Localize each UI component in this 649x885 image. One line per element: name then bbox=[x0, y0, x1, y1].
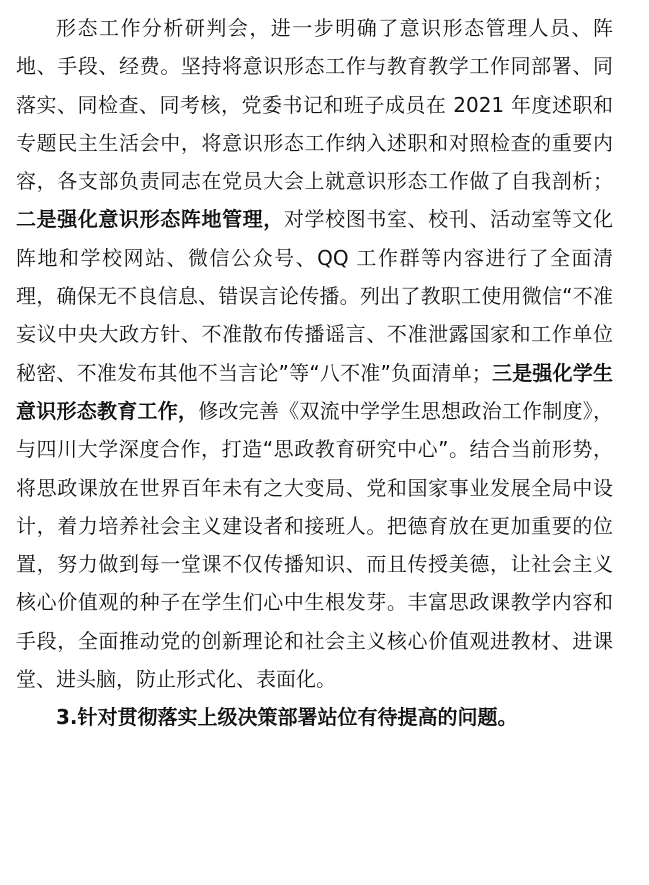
paragraph-text-part2: 对学校图书室、校刊、活动室等文化阵地和学校网站、微信公众号、QQ 工作群等内容进行了全面清理，确保无不良信息、错误言论传播。列出了教职工使用微信“不准妄议中央大政方针、不准散布传播谣言、不准泄露国家和工作单位秘密、不准发布其他不当言论”等“八不准”负面清单； bbox=[16, 207, 614, 385]
bold-point-three: 三是强化学生意识形态教育工作， bbox=[16, 360, 613, 423]
paragraph-text-part1: 形态工作分析研判会，进一步明确了意识形态管理人员、阵地、手段、经费。坚持将意识形态工作与教育教学工作同部署、同落实、同检查、同考核，党委书记和班子成员在 2021 年度述职和专题民主生活会中，将意识形态工作纳入述职和对照检查的重要内容，各支部负责同志在党员大会上就意识形态工作做了自我剖析； bbox=[16, 16, 613, 194]
section-heading: 3.针对贯彻落实上级决策部署站位有待提高的问题。 bbox=[56, 705, 518, 730]
paragraph-text-part3: 修改完善《双流中学学生思想政治工作制度》，与四川大学深度合作，打造“思政教育研究中心”。结合当前形势，将思政课放在世界百年未有之大变局、党和国家事业发展全局中设计，着力培养社会主义建设者和接班人。把德育放在更加重要的位置，努力做到每一堂课不仅传播知识、而且传授美德，让社会主义核心价值观的种子在学生们心中生根发芽。丰富思政课教学内容和手段，全面推动党的创新理论和社会主义核心价值观进教材、进课堂、进头脑，防止形式化、表面化。 bbox=[16, 398, 614, 692]
body-paragraph bbox=[16, 9, 613, 698]
bold-point-two: 二是强化意识形态阵地管理， bbox=[16, 207, 284, 232]
